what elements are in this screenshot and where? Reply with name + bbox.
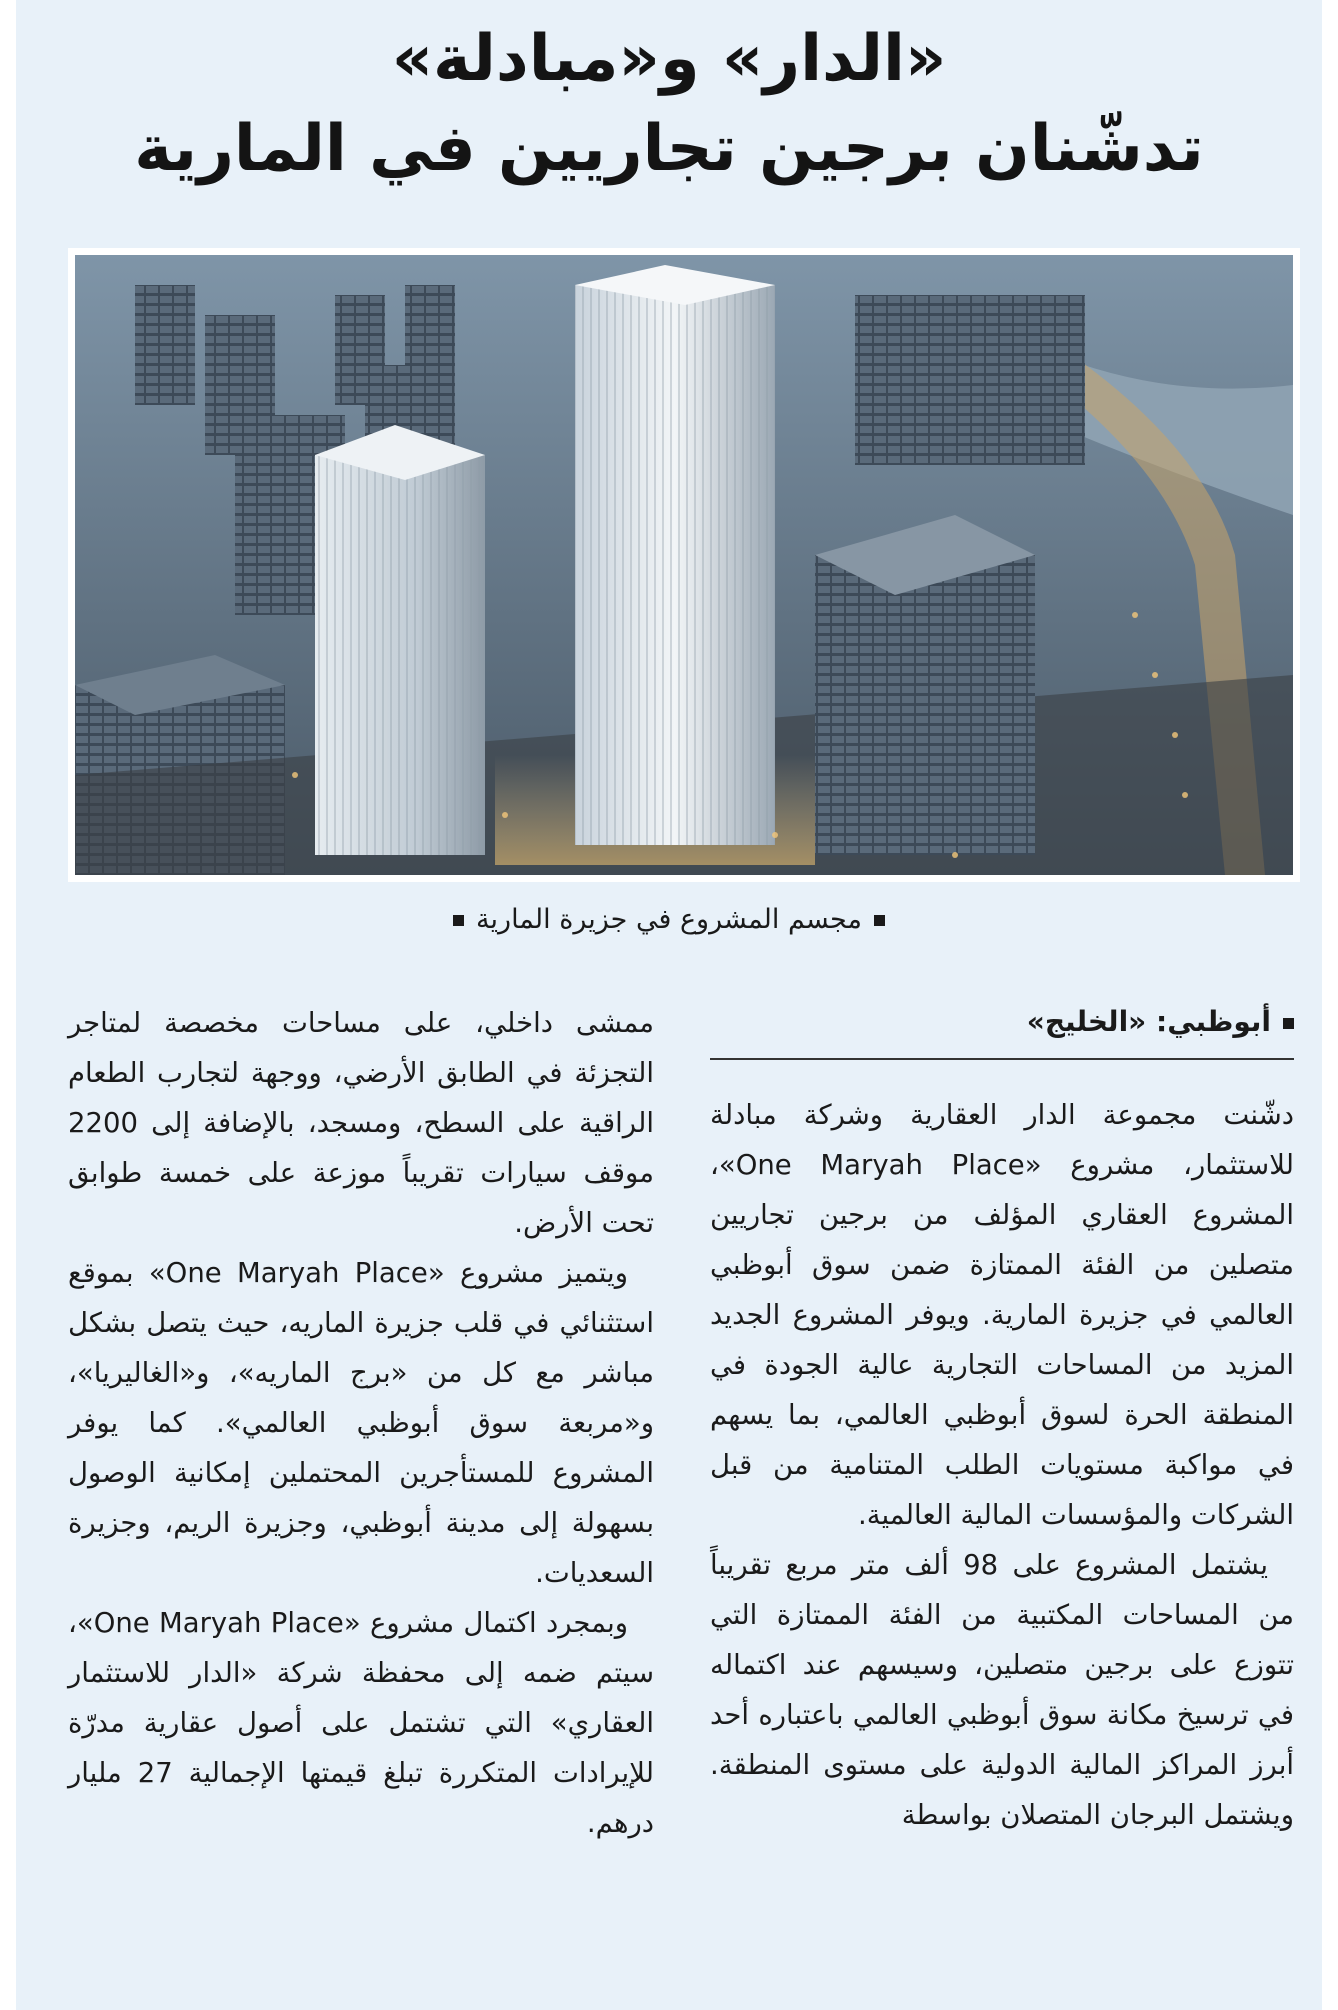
- article-paragraph: ممشى داخلي، على مساحات مخصصة لمتاجر التجزئة في الطابق الأرضي، ووجهة لتجارب الطعام الراقية على السطح، ومسجد، بالإضافة إلى 2200 موقف سيارات تقريباً موزعة على خمسة طوابق تحت الأرض.: [68, 1007, 654, 1239]
- photo-frame: [68, 248, 1300, 882]
- caption-text: مجسم المشروع في جزيرة المارية: [476, 904, 862, 935]
- project-render-image: [75, 255, 1293, 875]
- article-paragraph: دشّنت مجموعة الدار العقارية وشركة مبادلة للاستثمار، مشروع «One Maryah Place»، المشروع العقاري المؤلف من برجين تجاريين متصلين من الفئة الممتازة ضمن سوق أبوظبي العالمي في جزيرة المارية. ويوفر المشروع الجديد المزيد من المساحات التجارية عالية الجودة في المنطقة الحرة لسوق أبوظبي العالمي، بما يسهم في مواكبة مستويات الطلب المتنامية من قبل الشركات والمؤسسات المالية العالمية.: [710, 1099, 1294, 1531]
- byline-text: أبوظبي: «الخليج»: [1026, 1005, 1271, 1038]
- square-bullet-icon: [874, 915, 885, 926]
- headline: [56, 14, 1282, 194]
- photo-caption: [16, 900, 1322, 940]
- article-column-right: [710, 1090, 1294, 1840]
- square-bullet-icon: [453, 915, 464, 926]
- byline: [710, 1000, 1294, 1060]
- article-paragraph: وبمجرد اكتمال مشروع «One Maryah Place»، سيتم ضمه إلى محفظة شركة «الدار للاستثمار العقاري» التي تشتمل على أصول عقارية مدرّة للإيرادات المتكررة تبلغ قيمتها الإجمالية 27 مليار درهم.: [68, 1607, 654, 1839]
- newspaper-page: [16, 0, 1322, 2010]
- article-paragraph: يشتمل المشروع على 98 ألف متر مربع تقريباً من المساحات المكتبية من الفئة الممتازة التي تتوزع على برجين متصلين، وسيسهم عند اكتماله في ترسيخ مكانة سوق أبوظبي العالمي باعتباره أحد أبرز المراكز المالية الدولية على مستوى المنطقة. ويشتمل البرجان المتصلان بواسطة: [710, 1549, 1294, 1831]
- architectural-render-icon: [75, 255, 1293, 875]
- headline-line-2: تدشّنان برجين تجاريين في المارية: [134, 112, 1204, 186]
- headline-line-1: «الدار» و«مبادلة»: [391, 22, 947, 96]
- square-bullet-icon: [1283, 1018, 1294, 1029]
- article-column-left: [68, 998, 654, 1848]
- article-paragraph: ويتميز مشروع «One Maryah Place» بموقع استثنائي في قلب جزيرة الماريه، حيث يتصل بشكل مباشر مع كل من «برج الماريه»، و«الغاليريا»، و«مربعة سوق أبوظبي العالمي». كما يوفر المشروع للمستأجرين المحتملين إمكانية الوصول بسهولة إلى مدينة أبوظبي، وجزيرة الريم، وجزيرة السعديات.: [68, 1257, 654, 1589]
